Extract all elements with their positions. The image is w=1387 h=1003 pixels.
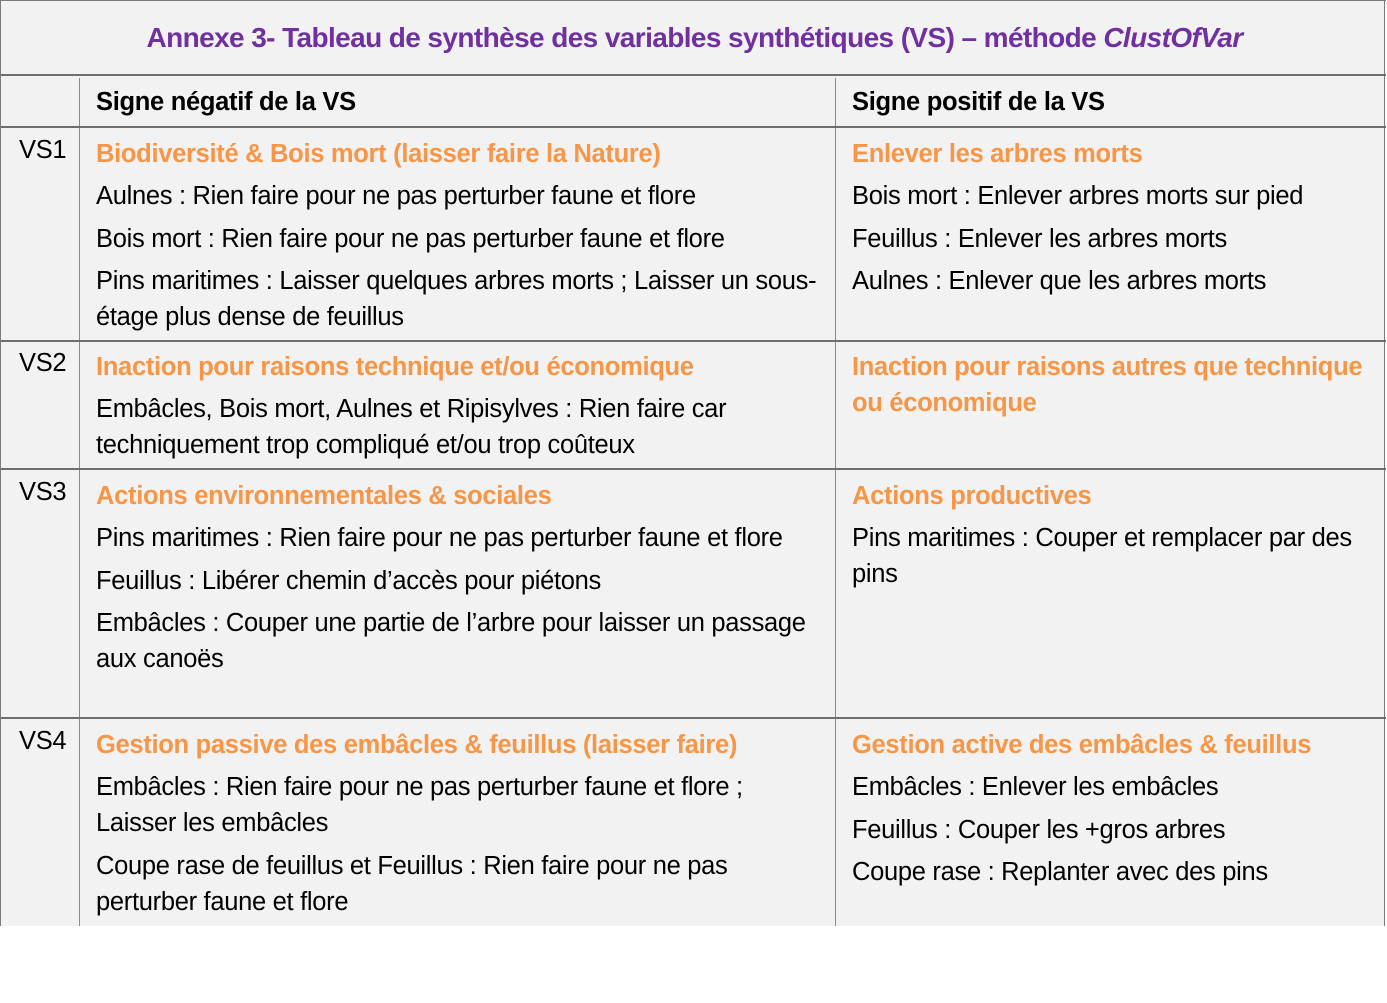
vs1-positive-cell <box>852 136 1372 306</box>
table-title-row <box>1 0 1386 76</box>
vs4-negative-cell <box>96 727 826 926</box>
vs4-positive-line: Feuillus : Couper les +gros arbres <box>852 815 1226 844</box>
vs3-negative-heading: Actions environnementales & sociales <box>96 482 552 510</box>
vs1-positive-heading: Enlever les arbres morts <box>852 140 1143 168</box>
row-divider-3 <box>1 717 1386 719</box>
header-divider <box>1 126 1386 128</box>
vs4-positive-heading: Gestion active des embâcles & feuillus <box>852 731 1312 759</box>
title-method-name: ClustOfVar <box>1103 21 1243 53</box>
vs3-negative-line: Pins maritimes : Rien faire pour ne pas perturber faune et flore <box>96 524 783 552</box>
vs4-positive-line: Coupe rase : Replanter avec des pins <box>852 858 1268 886</box>
vs3-positive-line: Pins maritimes : Couper et remplacer par des pins <box>852 524 1352 588</box>
vs3-negative-cell <box>96 478 826 684</box>
vs2-negative-heading: Inaction pour raisons technique et/ou économique <box>96 353 694 381</box>
vs1-positive-line: Bois mort : Enlever arbres morts sur pied <box>852 182 1304 210</box>
vs4-positive-line: Embâcles : Enlever les embâcles <box>852 773 1219 801</box>
vs2-negative-line: Embâcles, Bois mort, Aulnes et Ripisylves : Rien faire car techniquement trop compliqué et/ou trop coûteux <box>96 395 727 459</box>
title-text: Annexe 3- Tableau de synthèse des variables synthétiques (VS) – méthode <box>146 21 1104 53</box>
vs2-negative-cell <box>96 349 826 470</box>
header-negative: Signe négatif de la VS <box>96 88 356 116</box>
vs1-positive-line: Aulnes : Enlever que les arbres morts <box>852 267 1267 295</box>
row-label-vs4: VS4 <box>19 727 67 755</box>
row-label-vs2: VS2 <box>19 349 67 377</box>
vs4-negative-line: Embâcles : Rien faire pour ne pas perturber faune et flore ; Laisser les embâcles <box>96 773 743 837</box>
header-positive: Signe positif de la VS <box>852 88 1105 116</box>
vs1-positive-line: Feuillus : Enlever les arbres morts <box>852 224 1227 253</box>
vs1-negative-cell <box>96 136 826 342</box>
table-title <box>146 22 1242 54</box>
vs3-positive-heading: Actions productives <box>852 482 1092 510</box>
row-label-vs1: VS1 <box>19 136 67 164</box>
vs1-negative-line: Aulnes : Rien faire pour ne pas perturber faune et flore <box>96 182 696 210</box>
vs4-positive-cell <box>852 727 1372 897</box>
vs1-negative-heading: Biodiversité & Bois mort (laisser faire la Nature) <box>96 140 661 168</box>
column-divider-2 <box>835 78 836 926</box>
vs3-positive-cell <box>852 478 1372 599</box>
column-divider-1 <box>79 78 80 926</box>
vs1-negative-line: Bois mort : Rien faire pour ne pas perturber faune et flore <box>96 224 725 253</box>
row-label-vs3: VS3 <box>19 478 67 506</box>
vs4-negative-heading: Gestion passive des embâcles & feuillus (laisser faire) <box>96 731 738 759</box>
vs1-negative-line: Pins maritimes : Laisser quelques arbres morts ; Laisser un sous-étage plus dense de feuillus <box>96 267 817 331</box>
vs4-negative-line: Coupe rase de feuillus et Feuillus : Rien faire pour ne pas perturber faune et flore <box>96 851 728 916</box>
vs3-negative-line: Embâcles : Couper une partie de l’arbre pour laisser un passage aux canoës <box>96 609 806 673</box>
vs2-positive-cell <box>852 349 1372 427</box>
vs2-positive-heading: Inaction pour raisons autres que technique ou économique <box>852 353 1363 417</box>
vs3-negative-line: Feuillus : Libérer chemin d’accès pour piétons <box>96 566 601 595</box>
